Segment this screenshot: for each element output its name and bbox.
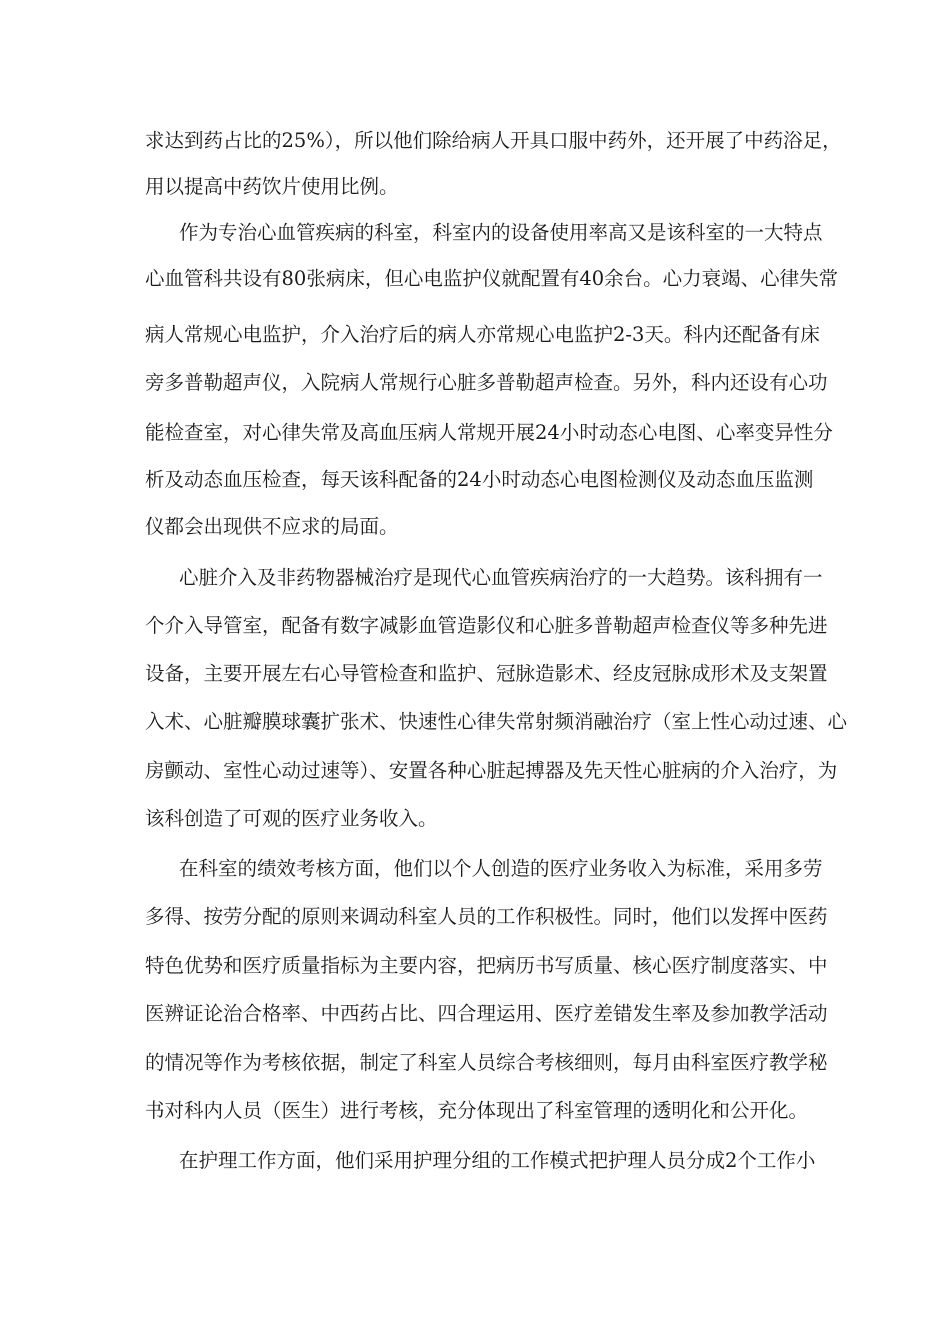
- paragraph-first-line: 心脏介入及非药物器械治疗是现代心血管疾病治疗的一大趋势。该科拥有一: [179, 566, 823, 589]
- paragraph-first-line: 作为专治心血管疾病的科室，科室内的设备使用率高又是该科室的一大特点: [179, 221, 823, 244]
- text-line: 仪都会出现供不应求的局面。: [145, 515, 399, 538]
- text-line: 医辨证论治合格率、中西药占比、四合理运用、医疗差错发生率及参加教学活动: [145, 1002, 828, 1025]
- text-line: 析及动态血压检查，每天该科配备的24小时动态心电图检测仪及动态血压监测: [145, 468, 814, 491]
- text-line: 病人常规心电监护，介入治疗后的病人亦常规心电监护2-3天。科内还配备有床: [145, 323, 820, 346]
- text-line: 多得、按劳分配的原则来调动科室人员的工作积极性。同时，他们以发挥中医药: [145, 905, 828, 928]
- text-line: 入术、心脏瓣膜球囊扩张术、快速性心律失常射频消融治疗（室上性心动过速、心: [145, 710, 848, 733]
- text-line: 该科创造了可观的医疗业务收入。: [145, 807, 438, 830]
- text-line: 能检查室，对心律失常及高血压病人常规开展24小时动态心电图、心率变异性分: [145, 421, 833, 444]
- paragraph-first-line: 在护理工作方面，他们采用护理分组的工作模式把护理人员分成2个工作小: [179, 1149, 816, 1172]
- text-line: 设备，主要开展左右心导管检查和监护、冠脉造影术、经皮冠脉成形术及支架置: [145, 662, 828, 685]
- text-line: 心血管科共设有80张病床，但心电监护仪就配置有40余台。心力衰竭、心律失常: [145, 267, 839, 290]
- paragraph-first-line: 在科室的绩效考核方面，他们以个人创造的医疗业务收入为标准，采用多劳: [179, 857, 823, 880]
- text-line: 个介入导管室，配备有数字减影血管造影仪和心脏多普勒超声检查仪等多种先进: [145, 614, 828, 637]
- text-line: 求达到药占比的25%），所以他们除给病人开具口服中药外，还开展了中药浴足，: [145, 129, 842, 152]
- text-line: 旁多普勒超声仪，入院病人常规行心脏多普勒超声检查。另外，科内还设有心功: [145, 371, 828, 394]
- text-line: 的情况等作为考核依据，制定了科室人员综合考核细则，每月由科室医疗教学秘: [145, 1051, 828, 1074]
- text-line: 特色优势和医疗质量指标为主要内容，把病历书写质量、核心医疗制度落实、中: [145, 954, 828, 977]
- text-line: 用以提高中药饮片使用比例。: [145, 175, 399, 198]
- text-line: 书对科内人员（医生）进行考核，充分体现出了科室管理的透明化和公开化。: [145, 1099, 809, 1122]
- text-line: 房颤动、室性心动过速等）、安置各种心脏起搏器及先天性心脏病的介入治疗，为: [145, 759, 838, 782]
